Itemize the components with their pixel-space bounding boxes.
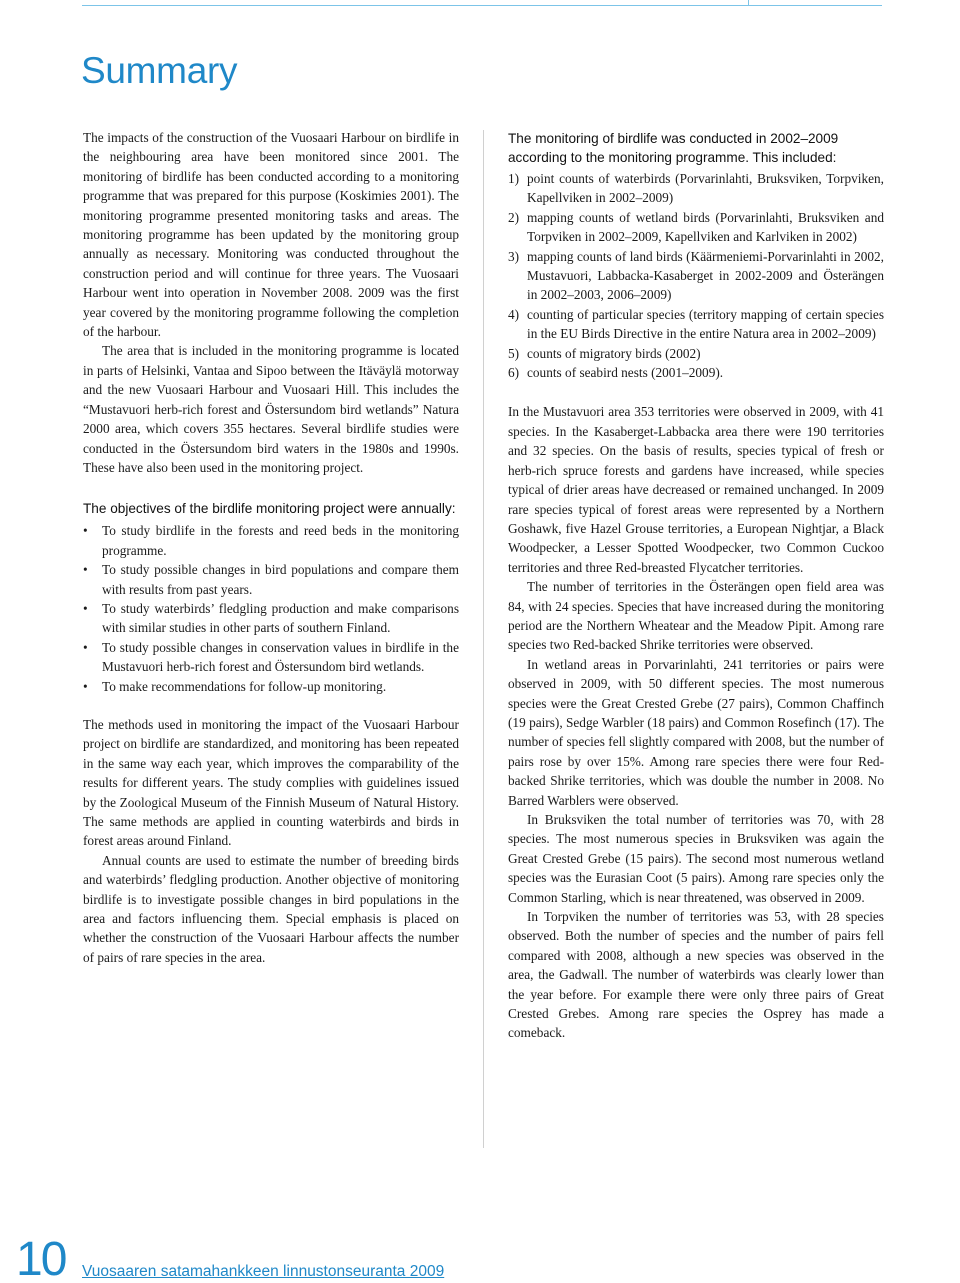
list-item-number: 1) (508, 171, 520, 186)
list-item-text: counting of particular species (territory mapping of certain species in the EU Birds Directive in the entire Natura area in 2002–2009) (527, 306, 884, 342)
list-item (508, 247, 884, 305)
intro-paragraph: The impacts of the construction of the Vuosaari Harbour on birdlife in the neighbouring area have been monitored since 2001. The monitoring of birdlife has been conducted according to a monitoring programme that was prepared for this purpose (Koskimies 2001). The monitoring programme presented monitoring tasks and areas. The monitoring programme has been updated by the monitoring group annually as necessary. Monitoring was conducted throughout the construction period and will continue for three years. The Vuosaari Harbour went into operation in November 2008. 2009 was the first year covered by the monitoring programme following the completion of the harbour. (83, 130, 459, 340)
list-item-text: To make recommendations for follow-up monitoring. (102, 678, 387, 694)
list-item-text: To study birdlife in the forests and reed beds in the monitoring programme. (102, 523, 459, 558)
mustavuori-paragraph: In the Mustavuori area 353 territories were observed in 2009, with 41 species. In the Kasaberget-Labbacka area there were 190 territories and 32 species. On the basis of results, species typical of fresh or herb-rich spruce forests and gardens have increased, while species typical of drier areas have decreased or remained unchanged. In 2009 rare species typical of forest areas were represented by a Northern Goshawk, five Hazel Grouse territories, a European Nightjar, a Black Woodpecker, a Lesser Spotted Woodpecker, two Common Cuckoo territories and three Red-breasted Flycatcher territories. (508, 404, 884, 575)
list-item-number: 4) (508, 306, 520, 322)
page-number: 10 (16, 1233, 66, 1283)
bruksviken-paragraph: In Bruksviken the total number of territories was 70, with 28 species. The most numerous species in Bruksviken was again the Great Crested Grebe (15 pairs). The second most numerous wetland species was the Eurasian Coot (5 pairs). Among rare species only the Common Starling, which is near threatened, was observed in 2009. (508, 812, 884, 905)
list-item-number: 3) (508, 248, 520, 264)
list-item-number: 5) (508, 345, 520, 361)
methods-paragraph: The methods used in monitoring the impact of the Vuosaari Harbour project on birdlife are standardized, and monitoring has been repeated in the same way each year, which improves the comparability of the results for different years. The study complies with guidelines issued by the Zoological Museum of the Finnish Museum of Natural History. The same methods are applied in counting waterbirds and birds in forest areas around Finland. (83, 716, 459, 849)
top-rule-tick (748, 0, 749, 6)
list-item (508, 208, 884, 247)
list-item-number: 2) (508, 209, 520, 225)
column-divider (483, 130, 484, 1148)
list-item-text: counts of seabird nests (2001–2009). (527, 365, 724, 381)
footer-title-text: Vuosaaren satamahankkeen linnustonseuranta 2009 (82, 1263, 445, 1280)
list-item (83, 677, 459, 696)
counts-paragraph: Annual counts are used to estimate the number of breeding birds and waterbirds’ fledgling production. Another objective of monitoring birdlife is to investigate possible changes in bird populations in the area and factors influencing them. Special emphasis is placed on whether the construction of the Vuosaari Harbour affects the number of pairs of rare species in the area. (83, 852, 459, 965)
list-item (508, 363, 884, 382)
list-item (83, 560, 459, 599)
bullet-icon: • (83, 678, 88, 694)
list-item (508, 344, 884, 363)
list-item-text: To study waterbirds’ fledgling production and make comparisons with similar studies in other parts of southern Finland. (102, 600, 459, 636)
list-item (508, 305, 884, 344)
top-rule (82, 5, 882, 6)
list-item (83, 638, 459, 677)
right-column (508, 128, 884, 1043)
monitoring-heading: The monitoring of birdlife was conducted in 2002–2009 according to the monitoring programme. This included: (508, 131, 839, 165)
torpviken-paragraph: In Torpviken the number of territories was 53, with 28 species observed. Both the number of species and the number of pairs fell compared with 2008, although a new species was observed in the area, the Gadwall. The number of waterbirds was clearly lower than the year before. For example there were only three pairs of Great Crested Grebes. Among rare species the Osprey has made a comeback. (508, 909, 884, 1041)
list-item-text: To study possible changes in conservation values in birdlife in the Mustavuori herb-rich forest and Östersundom bird wetlands. (102, 639, 459, 675)
objectives-heading: The objectives of the birdlife monitoring project were annually: (83, 501, 456, 517)
bullet-icon: • (83, 600, 88, 616)
list-item (83, 599, 459, 638)
objectives-list (83, 521, 459, 696)
list-item-number: 6) (508, 365, 520, 381)
list-item-text: counts of migratory birds (2002) (527, 345, 701, 361)
porvarinlahti-paragraph: In wetland areas in Porvarinlahti, 241 territories or pairs were observed in 2009, with 50 different species. The most numerous species were the Great Crested Grebe (27 pairs), Common Chaffinch (19 pairs), Sedge Warbler (18 pairs) and Common Rosefinch (17). The number of species fell slightly compared with 2008, but the number of pairs rose by over 15%. Among rare species there were four Red-backed Shrike territories, which was double the number in 2008. No Barred Warblers were observed. (508, 656, 884, 808)
page-title: Summary (81, 50, 238, 91)
left-column (83, 128, 459, 967)
bullet-icon: • (83, 523, 88, 539)
list-item-text: mapping counts of land birds (Käärmeniemi-Porvarinlahti in 2002, Mustavuori, Labbacka-Kasaberget in 2002-2009 and Österängen in 2002–2003, 2006–2009) (527, 248, 884, 303)
monitoring-list (508, 169, 884, 382)
list-item-text: point counts of waterbirds (Porvarinlahti, Bruksviken, Torpviken, Kapellviken in 2002–2009) (527, 171, 884, 206)
list-item-text: To study possible changes in bird populations and compare them with results from past years. (102, 562, 459, 597)
footer-title (82, 1262, 444, 1282)
area-paragraph: The area that is included in the monitoring programme is located in parts of Helsinki, Vantaa and Sipoo between the Itäväylä motorway and the new Vuosaari Harbour and Vuosaari Hill. This includes the “Mustavuori herb-rich forest and Östersundom bird wetlands” Natura 2000 area, which covers 355 hectares. Several birdlife studies were conducted in the Östersundom bird waters in the 1980s and 1990s. These have also been used in the monitoring project. (83, 343, 459, 475)
list-item (83, 521, 459, 560)
osterangen-paragraph: The number of territories in the Österängen open field area was 84, with 24 species. Species that have increased during the monitoring period are the Northern Wheatear and the Meadow Pipit. Among rare species two Red-backed Shrike territories were observed. (508, 579, 884, 653)
bullet-icon: • (83, 562, 88, 578)
bullet-icon: • (83, 639, 88, 655)
list-item-text: mapping counts of wetland birds (Porvarinlahti, Bruksviken and Torpviken in 2002–2009, Kapellviken and Karlviken in 2002) (527, 209, 884, 245)
list-item (508, 169, 884, 208)
